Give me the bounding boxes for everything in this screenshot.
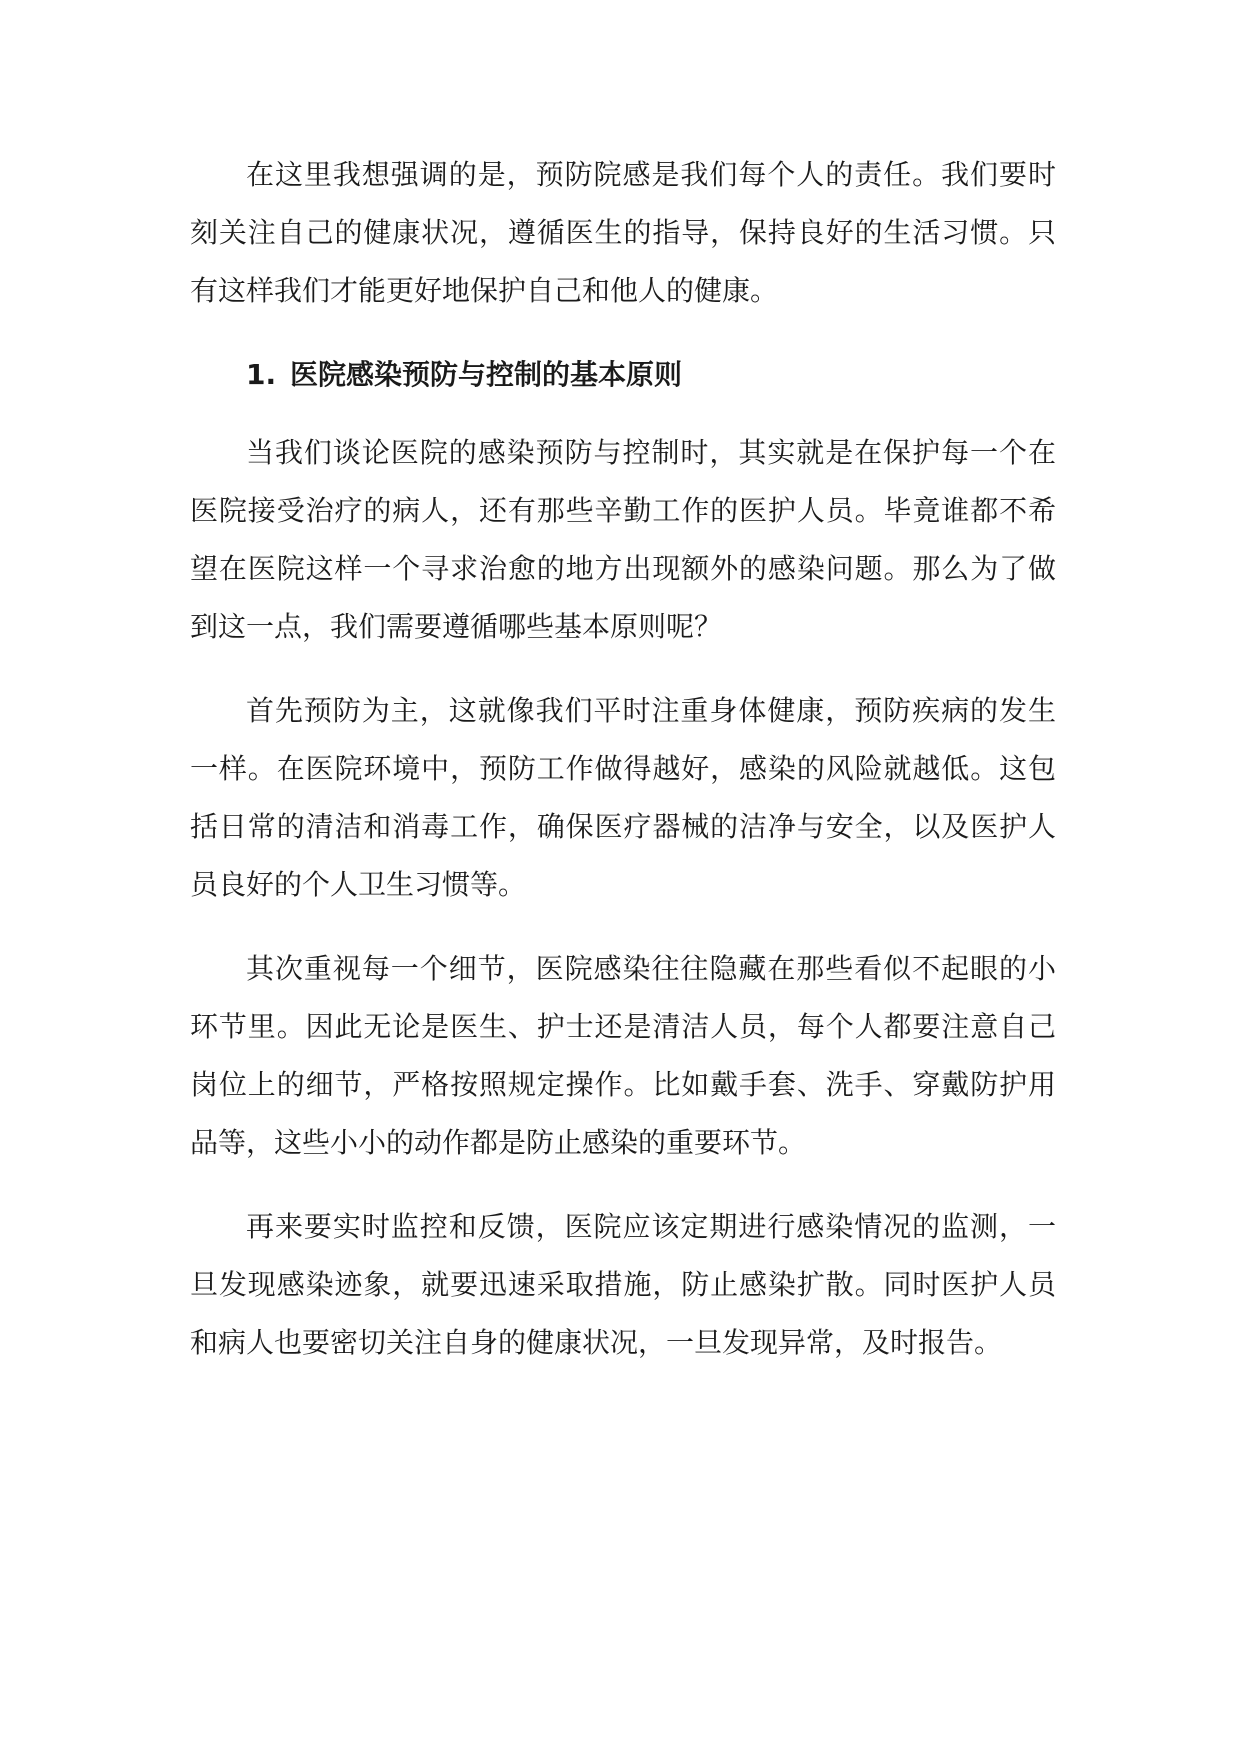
intro-paragraph: 在这里我想强调的是，预防院感是我们每个人的责任。我们要时刻关注自己的健康状况，遵循医生的指导，保持良好的生活习惯。只有这样我们才能更好地保护自己和他人的健康。: [190, 158, 1056, 307]
document-body: [190, 146, 1056, 1398]
section-title: 医院感染预防与控制的基本原则: [290, 358, 683, 391]
body-paragraph: 再来要实时监控和反馈，医院应该定期进行感染情况的监测，一旦发现感染迹象，就要迅速采取措施，防止感染扩散。同时医护人员和病人也要密切关注自身的健康状况，一旦发现异常，及时报告。: [190, 1210, 1056, 1359]
body-paragraph: 当我们谈论医院的感染预防与控制时，其实就是在保护每一个在医院接受治疗的病人，还有那些辛勤工作的医护人员。毕竟谁都不希望在医院这样一个寻求治愈的地方出现额外的感染问题。那么为了做到这一点，我们需要遵循哪些基本原则呢？: [190, 436, 1056, 643]
body-paragraph: 首先预防为主，这就像我们平时注重身体健康，预防疾病的发生一样。在医院环境中，预防工作做得越好，感染的风险就越低。这包括日常的清洁和消毒工作，确保医疗器械的洁净与安全，以及医护人员良好的个人卫生习惯等。: [190, 694, 1056, 901]
section-heading: [190, 346, 1056, 404]
body-paragraph: 其次重视每一个细节，医院感染往往隐藏在那些看似不起眼的小环节里。因此无论是医生、护士还是清洁人员，每个人都要注意自己岗位上的细节，严格按照规定操作。比如戴手套、洗手、穿戴防护用品等，这些小小的动作都是防止感染的重要环节。: [190, 952, 1056, 1159]
section-number: 1.: [246, 358, 277, 391]
